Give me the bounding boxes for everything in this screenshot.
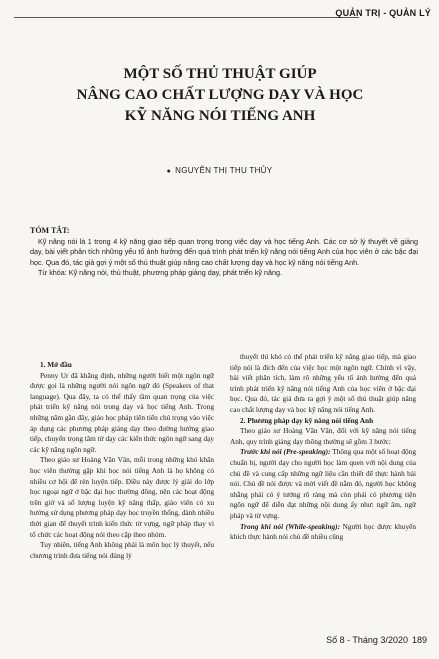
title-line-2: NÂNG CAO CHẤT LƯỢNG DẠY VÀ HỌC xyxy=(76,87,364,103)
abstract xyxy=(30,226,418,278)
title-line-3: KỸ NĂNG NÓI TIẾNG ANH xyxy=(124,108,316,124)
section-heading-intro: 1. Mở đầu xyxy=(40,360,72,369)
page-number: 189 xyxy=(411,635,427,645)
paragraph: Theo giáo sư Hoàng Văn Vân, đối với kỹ năng nói tiếng Anh, quy trình giảng dạy thông thường sẽ gồm 3 bước: xyxy=(230,426,416,446)
article-title xyxy=(20,64,420,127)
section-heading-methods: 2. Phương pháp dạy kỹ năng nói tiếng Anh xyxy=(240,415,374,425)
while-speaking-text: Người học được khuyến khích thực hành nói chủ đề nhiều cũng xyxy=(230,521,416,542)
body-column-right xyxy=(230,352,416,543)
running-header xyxy=(0,6,439,20)
paragraph: Penny Ur đã khẳng định, những người biết một ngôn ngữ được gọi là những người nói ngôn ngữ đó (Speakers of that language). Qua đây, ta có thể thấy tầm quan trọng của việc phát triển kỹ năng nói trong dạy và học tiếng Anh. Trong những năm gần đây, giáo học pháp tiên tiến chú trọng vào việc áp dụng các phương pháp giảng dạy theo đường hướng giao tiếp, chuyển trọng tâm từ dạy các kiến thức ngôn ngữ sang dạy các kỹ năng ngôn ngữ. xyxy=(30,370,214,454)
paragraph: Theo giáo sư Hoàng Văn Vân, mỗi trong những khó khăn học viên thường gặp khi học nói tiếng Anh là họ không có nhiều cơ hội để rèn luyện tiếp. Điều này được lý giải do lớp học ngoại ngữ ở bậc đại học thường đông, nên các hoạt động trên giờ và số lượng luyện kỹ năng thấp, giáo viên có xu hướng sử dụng phương pháp dạy học truyền thống, dành nhiều thời gian để thuyết trình kiến thức từ vựng, ngữ pháp thay vì tổ chức các hoạt động nói theo cặp theo nhóm. xyxy=(30,455,214,539)
abstract-keywords: Từ khóa: Kỹ năng nói, thủ thuật, phương pháp giảng dạy, phát triển kỹ năng. xyxy=(38,267,282,277)
issue-label: Số 8 - Tháng 3/2020 xyxy=(326,635,408,645)
body-column-left xyxy=(30,360,214,561)
while-speaking-label: Trong khi nói (While-speaking): xyxy=(240,521,341,531)
header-rule xyxy=(14,17,359,18)
paragraph: Tuy nhiên, tiếng Anh không phải là môn học lý thuyết, nếu chương trình đưa tiếng nói đúng lý xyxy=(30,540,214,560)
pre-speaking-label: Trước khi nói (Pre-speaking): xyxy=(240,447,331,457)
pre-speaking-text: Thông qua một số hoạt động chuẩn bị, người dạy cho người học làm quen với nội dung của chủ đề và cung cấp những ngữ liệu cần thiết để thực hành bài nói. Chủ đề nói được và mời viết đề nằm đó, người học không nhằng phải có ý tưởng rõ ràng mà còn phải có phương tiện ngôn ngữ để diễn đạt những nội dung ấy như: ngữ âm, ngữ pháp và từ vựng. xyxy=(230,447,416,520)
paragraph-pre-speaking xyxy=(230,447,416,521)
paragraph-while-speaking xyxy=(230,522,416,543)
paragraph: thuyết thì khó có thể phát triển kỹ năng giao tiếp, mà giao tiếp nói là đích đến của việc học một ngôn ngữ. Chính vì vậy, bài viết phân tích, làm rõ những yếu tố ảnh hưởng đến quá trình phát triển kỹ năng nói tiếng Anh của học viên ở bậc đại học. Qua đó, tác giả đưa ra gợi ý một số thủ thuật giúp nâng cao chất lượng dạy và học kỹ năng nói tiếng Anh. xyxy=(230,352,416,414)
title-line-1: MỘT SỐ THỦ THUẬT GIÚP xyxy=(123,66,317,82)
abstract-heading: TÓM TẮT: xyxy=(30,226,70,235)
abstract-body: Kỹ năng nói là 1 trong 4 kỹ năng giao tiếp quan trọng trong việc dạy và học tiếng Anh. Các cơ sở lý thuyết về giảng dạy, bài viết phân tích những yếu tố ảnh hưởng đến quá trình phát triển kỹ năng nói tiếng Anh của học viên ở các bậc đại học. Qua đó, tác giả gợi ý một số thủ thuật giúp nâng cao chất lượng dạy và học kỹ năng nói tiếng Anh. xyxy=(30,237,418,267)
page-footer xyxy=(326,635,427,645)
section-label: QUẢN TRỊ - QUẢN LÝ xyxy=(335,8,431,18)
bullet-icon: ● xyxy=(166,168,172,175)
author-name: NGUYỄN THỊ THU THỦY xyxy=(175,166,273,175)
author-byline xyxy=(0,166,439,175)
